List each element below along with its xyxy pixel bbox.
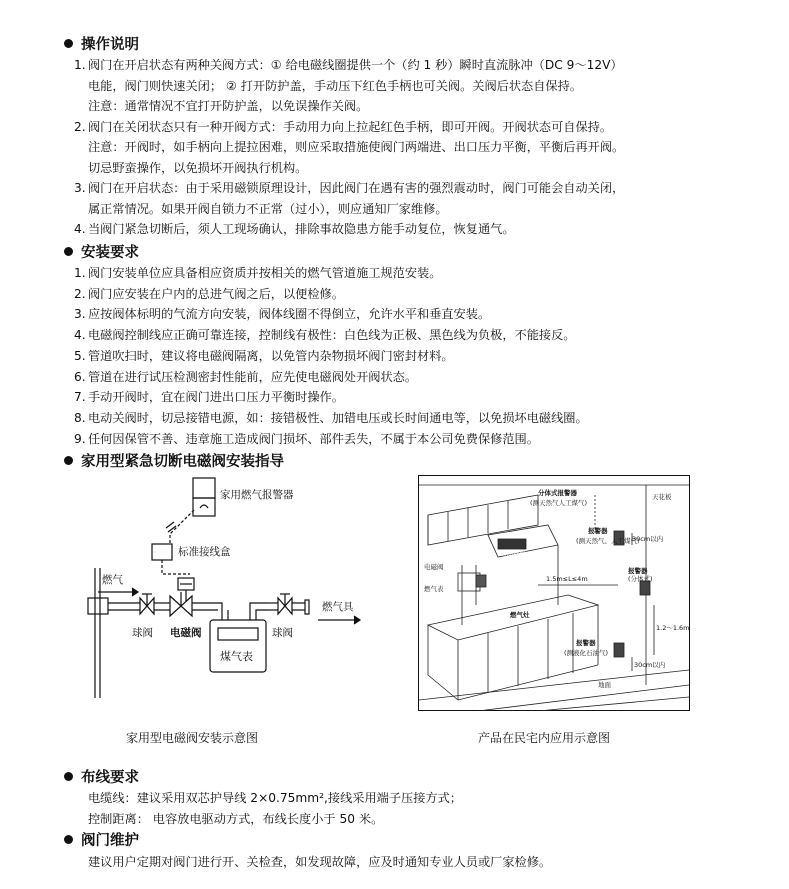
bullet-icon <box>64 39 73 48</box>
list-item <box>74 265 441 281</box>
list-item <box>88 160 307 176</box>
bullet-icon <box>64 456 73 465</box>
list-number: 5. <box>74 348 86 363</box>
list-number: 1. <box>74 58 86 72</box>
list-number: 1. <box>74 266 86 280</box>
maintenance-text: 建议用户定期对阀门进行开、关检查，如发现故障，应及时通知专业人员或厂家检修。 <box>88 855 552 869</box>
list-number: 2. <box>74 119 86 134</box>
list-text: 切忌野蛮操作，以免损坏开阀执行机构。 <box>88 160 308 175</box>
list-text: 阀门应安装在户内的总进气阀之后，以便检修。 <box>88 286 344 301</box>
hood-label: 抽油烟机 <box>500 549 526 557</box>
list-text: 阀门在开启状态有两种关阀方式：① 给电磁线圈提供一个（约 1 秒）瞬时直流脉冲（DC 9～12V） <box>88 58 623 72</box>
distributor-label: 分体式报警器 <box>538 489 577 497</box>
list-item <box>74 348 454 364</box>
list-text: 管道吹扫时，建议将电磁阀隔离，以免管内杂物损坏阀门密封材料。 <box>88 348 454 363</box>
list-text: 任何因保管不善、违章施工造成阀门损坏、部件丢失，不属于本公司免费保修范围。 <box>88 431 539 446</box>
ball-valve-2-label: 球阀 <box>272 627 293 639</box>
ball-valve-1-label: 球阀 <box>132 627 153 639</box>
list-item <box>88 98 368 114</box>
list-text: 管道在进行试压检测密封性能前，应先使电磁阀处开阀状态。 <box>88 369 418 384</box>
list-text: 阀门在开启状态：由于采用磁锁原理设计，因此阀门在遇有害的强烈震动时，阀门可能会自动关闭， <box>88 181 625 195</box>
list-item <box>74 327 576 343</box>
ceiling-label: 天花板 <box>652 493 672 501</box>
list-text: 应按阀体标明的气流方向安装，阀体线圈不得倒立，允许水平和垂直安装。 <box>88 307 491 322</box>
solenoid-label: 电磁阀 <box>170 627 202 639</box>
home-application-diagram <box>418 475 690 711</box>
gas-in-label: 燃气 <box>102 574 123 586</box>
list-item <box>74 286 344 302</box>
list-item <box>74 369 417 385</box>
alarm-low-sub-label: (测液化石油气) <box>564 649 609 657</box>
alarm-label: 家用燃气报警器 <box>220 489 294 501</box>
list-number: 6. <box>74 369 86 384</box>
list-text: 阀门在关闭状态只有一种开阀方式：手动用力向上拉起红色手柄，即可开阀。开阀状态可自保持。 <box>88 119 613 134</box>
list-item <box>88 78 582 94</box>
list-item <box>74 410 588 426</box>
alarm-mid-label: 报警器 <box>628 567 648 575</box>
list-number: 3. <box>74 181 86 195</box>
section-maintenance-title: 阀门维护 <box>64 832 139 850</box>
valve-label: 电磁阀 <box>424 563 444 571</box>
list-item <box>88 139 624 155</box>
distance-label: 1.5m≤L≤4m <box>546 575 588 583</box>
list-item <box>74 389 344 405</box>
list-text: 阀门安装单位应具备相应资质并按相关的燃气管道施工规范安装。 <box>88 266 442 280</box>
list-item <box>74 431 539 447</box>
list-text: 注意：开阀时，如手柄向上提拉困难，则应采取措施使阀门两端进、出口压力平衡，平衡后再开阀。 <box>88 140 625 154</box>
list-text: 手动开阀时，宜在阀门进出口压力平衡时操作。 <box>88 390 344 405</box>
list-text: 电动关阀时，切忌接错电源，如：接错极性、加错电压或长时间通电等，以免损坏电磁线圈。 <box>88 410 588 425</box>
list-number: 8. <box>74 410 86 425</box>
floor-label: 地面 <box>598 681 611 689</box>
meter-label: 煤气表 <box>220 650 253 663</box>
section-operation-title: 操作说明 <box>64 36 139 54</box>
dim-30-top-label: 30cm以内 <box>632 535 664 543</box>
list-item <box>74 180 624 196</box>
alarm-mid-sub-label: (分体式) <box>628 575 653 583</box>
left-diagram-caption: 家用型电磁阀安装示意图 <box>126 731 259 745</box>
right-diagram-caption: 产品在民宅内应用示意图 <box>478 731 611 745</box>
list-text: 电磁阀控制线应正确可靠连接，控制线有极性：白色线为正极、黑色线为负极，不能接反。 <box>88 328 576 343</box>
bullet-icon <box>64 772 73 781</box>
pipe-label: 燃气表 <box>424 585 444 593</box>
list-item <box>74 221 515 237</box>
section-guide-title: 家用型紧急切断电磁阀安装指导 <box>64 453 284 471</box>
distributor-sub-label: (测天然气人工煤气) <box>530 499 588 507</box>
bullet-icon <box>64 247 73 256</box>
junction-label: 标准接线盒 <box>178 546 231 558</box>
list-number: 2. <box>74 286 86 301</box>
alarm-top-sub-label: (测天然气、人工煤气) <box>576 537 640 545</box>
height-label: 1.2～1.6m <box>656 624 690 632</box>
list-text: 电能，阀门则快速关闭； ② 打开防护盖，手动压下红色手柄也可关阀。关阀后状态自保持。 <box>88 78 582 93</box>
stove-label: 燃气灶 <box>510 611 530 619</box>
alarm-low-label: 报警器 <box>576 639 596 647</box>
wiring-cable-text: 电缆线：建议采用双芯护导线 2×0.75mm²,接线采用端子压接方式； <box>88 791 462 805</box>
list-item <box>74 119 612 135</box>
list-item <box>74 306 490 322</box>
dim-30-bottom-label: 30cm以内 <box>634 661 666 669</box>
list-text: 当阀门紧急切断后，须人工现场确认，排除事故隐患方能手动复位，恢复通气。 <box>88 222 515 236</box>
list-number: 7. <box>74 390 86 405</box>
list-text: 属正常情况。如果开阀自锁力不正常（过小），则应通知厂家维修。 <box>88 201 448 216</box>
list-number: 4. <box>74 222 86 236</box>
valve-install-diagram <box>60 470 380 700</box>
list-text: 注意：通常情况不宜打开防护盖，以免误操作关阀。 <box>88 99 369 113</box>
appliance-label: 燃气具 <box>322 601 354 613</box>
wiring-distance-text: 控制距离： 电容放电驱动方式，布线长度小于 50 米。 <box>88 812 384 826</box>
list-number: 3. <box>74 307 86 322</box>
list-number: 4. <box>74 328 86 343</box>
list-item <box>74 57 623 73</box>
alarm-top-label: 报警器 <box>588 527 608 535</box>
bullet-icon <box>64 835 73 844</box>
list-number: 9. <box>74 431 86 446</box>
section-install-title: 安装要求 <box>64 244 139 262</box>
list-item <box>88 201 448 217</box>
section-wiring-title: 布线要求 <box>64 769 139 787</box>
